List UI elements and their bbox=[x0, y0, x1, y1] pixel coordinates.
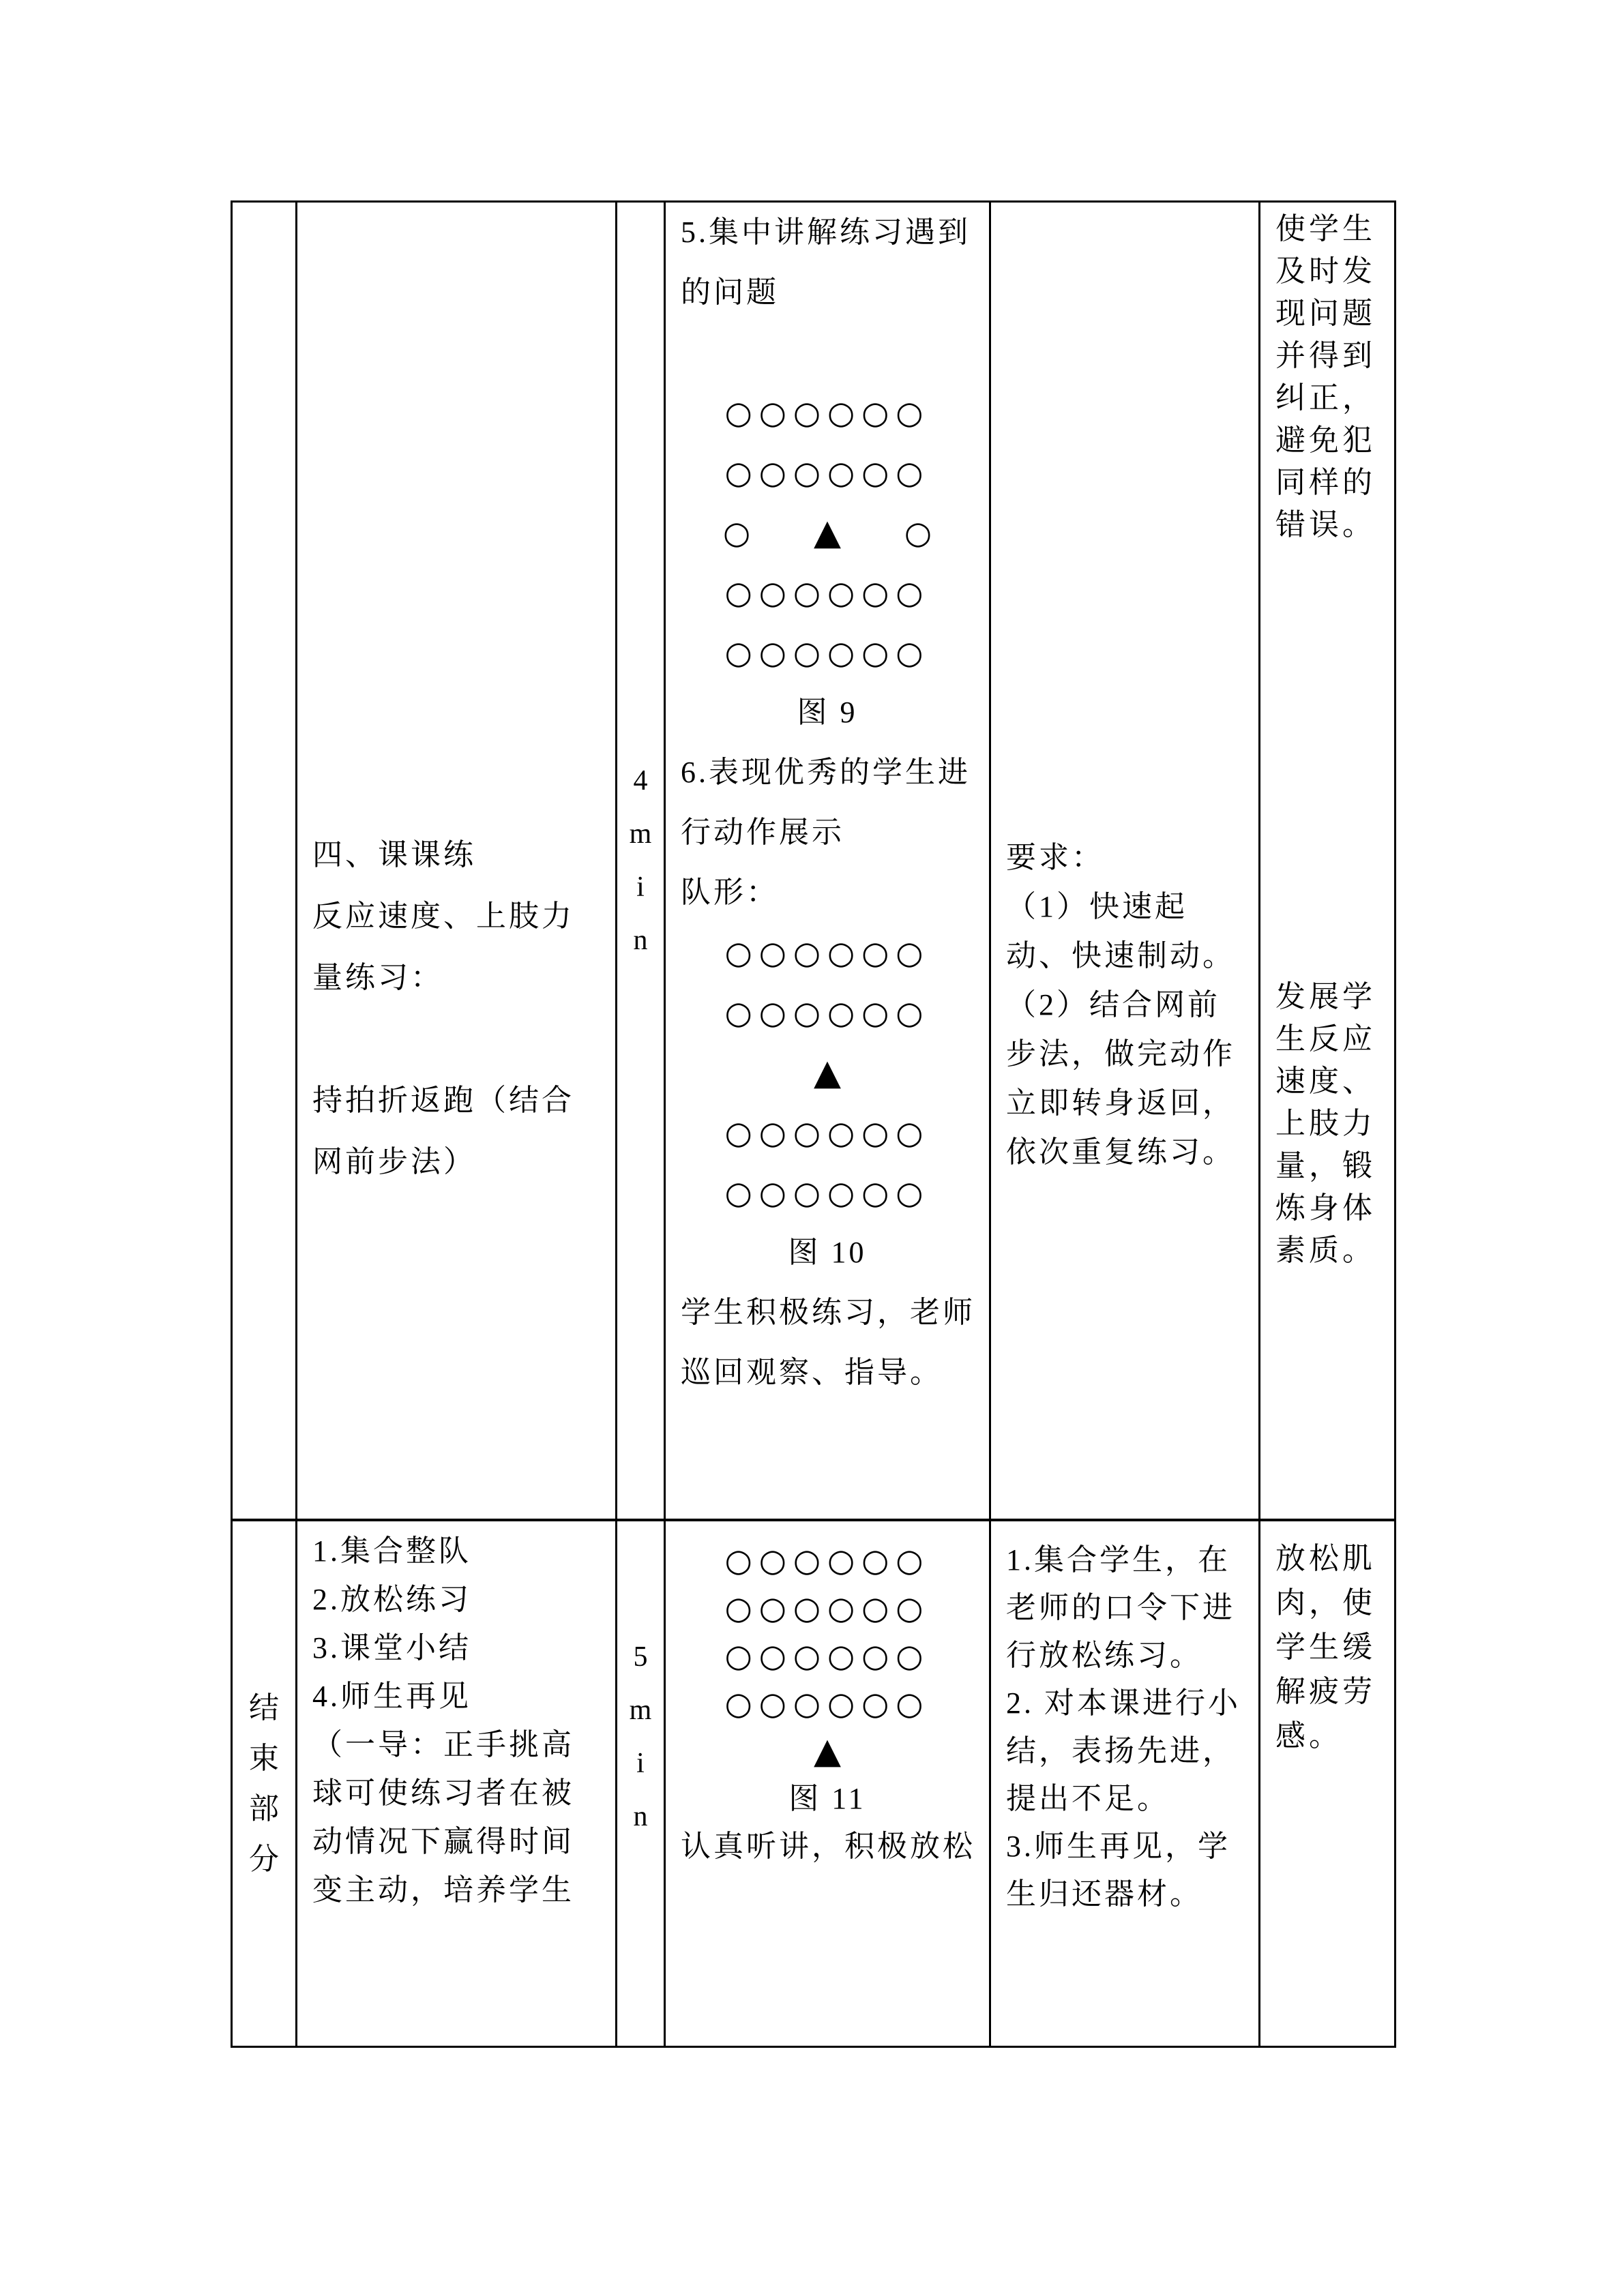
requirement-line: （1）快速起 bbox=[1006, 890, 1187, 923]
lesson-plan-table bbox=[231, 200, 1396, 2048]
figure-caption: 图 9 bbox=[797, 696, 858, 729]
formation-row: ○○○○○○ bbox=[724, 454, 930, 491]
content-line: 4.师生再见 bbox=[312, 1680, 471, 1713]
org-text-line: 认真听讲，积极放松 bbox=[681, 1830, 975, 1863]
requirement-line: 生归还器材。 bbox=[1006, 1877, 1202, 1911]
purpose-line: 及时发 bbox=[1275, 254, 1376, 288]
cell-row2-requirements bbox=[991, 1521, 1258, 2046]
content-line: （一导：正手挑高 bbox=[312, 1728, 574, 1761]
teacher-triangle-icon: ▲ bbox=[814, 1052, 841, 1093]
time-char: n bbox=[633, 925, 648, 956]
time-char: m bbox=[629, 818, 652, 850]
purpose-line: 发展学 bbox=[1275, 980, 1376, 1013]
cell-row1-stage-label bbox=[233, 203, 295, 1519]
purpose-line: 避免犯 bbox=[1275, 423, 1376, 457]
cell-row1-organization bbox=[666, 203, 989, 1519]
purpose-line: 使学生 bbox=[1275, 212, 1376, 245]
content-line: 网前步法） bbox=[312, 1145, 476, 1178]
purpose-line: 量，锻 bbox=[1275, 1149, 1376, 1182]
figure-caption: 图 10 bbox=[788, 1236, 867, 1269]
purpose-line: 错误。 bbox=[1275, 508, 1376, 541]
org-spacer bbox=[666, 323, 989, 383]
stage-label-char: 部 bbox=[249, 1791, 279, 1825]
formation-row-with-teacher bbox=[723, 503, 932, 563]
cell-row2-organization bbox=[666, 1521, 989, 2046]
org-text-line: 巡回观察、指导。 bbox=[681, 1356, 943, 1389]
purpose-line: 学生缓 bbox=[1275, 1630, 1376, 1664]
time-char: i bbox=[636, 871, 645, 903]
formation-row: ○○○○○○ bbox=[724, 634, 930, 671]
org-text-line: 行动作展示 bbox=[681, 816, 844, 849]
org-text-line: 的问题 bbox=[681, 275, 779, 309]
content-line: 球可使练习者在被 bbox=[312, 1776, 574, 1810]
formation-row: ○○○○○○ bbox=[724, 934, 930, 971]
stage-label-char: 结 bbox=[249, 1690, 279, 1725]
requirement-line: 动、快速制动。 bbox=[1006, 939, 1235, 972]
content-line: 反应速度、上肢力 bbox=[312, 899, 574, 933]
cell-row2-purpose bbox=[1260, 1521, 1394, 2046]
content-line-spacer bbox=[297, 1009, 615, 1070]
formation-row: ○○○○○○ bbox=[724, 574, 930, 611]
content-line: 3.课堂小结 bbox=[312, 1631, 471, 1665]
requirement-line: 老师的口令下进 bbox=[1006, 1591, 1235, 1624]
formation-row: ○○○○○○ bbox=[724, 394, 930, 431]
formation-row: ○○○○○○ bbox=[724, 1542, 930, 1579]
content-line: 持拍折返跑（结合 bbox=[312, 1084, 574, 1117]
student-circle-icon: ○ bbox=[723, 514, 751, 551]
requirement-line: 要求： bbox=[1006, 841, 1104, 874]
teacher-triangle-icon: ▲ bbox=[814, 512, 841, 553]
requirement-line: 提出不足。 bbox=[1006, 1782, 1170, 1815]
stage-label-char: 束 bbox=[249, 1741, 279, 1775]
purpose-line: 现问题 bbox=[1275, 297, 1376, 330]
requirement-line: 行放松练习。 bbox=[1006, 1639, 1202, 1672]
org-text-line: 5.集中讲解练习遇到 bbox=[681, 215, 971, 249]
cell-row1-purpose bbox=[1260, 203, 1394, 1519]
cell-row2-time bbox=[617, 1521, 664, 2046]
requirement-line: 依次重复练习。 bbox=[1006, 1135, 1235, 1169]
content-line: 动情况下赢得时间 bbox=[312, 1825, 574, 1858]
cell-row1-time bbox=[617, 203, 664, 1519]
requirement-line: 3.师生再见，学 bbox=[1006, 1830, 1230, 1863]
purpose-line: 速度、 bbox=[1275, 1064, 1376, 1098]
purpose-line: 炼身体 bbox=[1275, 1191, 1376, 1225]
formation-row: ○○○○○○ bbox=[724, 1637, 930, 1674]
requirement-line: 2. 对本课进行小 bbox=[1006, 1686, 1241, 1720]
purpose-line: 纠正， bbox=[1275, 381, 1376, 415]
time-char: i bbox=[636, 1748, 645, 1779]
cell-row1-content bbox=[297, 203, 615, 1519]
teacher-triangle-icon: ▲ bbox=[814, 1731, 841, 1772]
cell-row1-requirements bbox=[991, 203, 1258, 1519]
formation-row: ○○○○○○ bbox=[724, 1590, 930, 1626]
student-circle-icon: ○ bbox=[904, 514, 932, 551]
content-line: 四、课课练 bbox=[312, 838, 476, 871]
formation-row: ○○○○○○ bbox=[724, 994, 930, 1031]
purpose-line: 感。 bbox=[1275, 1719, 1342, 1753]
org-text-line: 6.表现优秀的学生进 bbox=[681, 756, 971, 789]
org-text-line: 队形： bbox=[681, 876, 779, 909]
purpose-line: 生反应 bbox=[1275, 1022, 1376, 1056]
time-char: n bbox=[633, 1801, 648, 1832]
time-char: 4 bbox=[633, 765, 648, 796]
content-line: 1.集合整队 bbox=[312, 1534, 471, 1568]
figure-caption: 图 11 bbox=[788, 1782, 866, 1815]
purpose-line: 素质。 bbox=[1275, 1234, 1376, 1267]
purpose-line: 放松肌 bbox=[1275, 1542, 1376, 1575]
requirement-line: 结，表扬先进， bbox=[1006, 1734, 1235, 1768]
content-line: 2.放松练习 bbox=[312, 1583, 471, 1616]
content-line: 变主动，培养学生 bbox=[312, 1873, 574, 1907]
content-line: 量练习： bbox=[312, 961, 443, 994]
purpose-line: 肉，使 bbox=[1275, 1586, 1376, 1620]
time-char: 5 bbox=[633, 1641, 648, 1673]
purpose-line: 上肢力 bbox=[1275, 1107, 1376, 1140]
requirement-line: 步法，做完动作 bbox=[1006, 1037, 1235, 1071]
purpose-line: 解疲劳 bbox=[1275, 1675, 1376, 1708]
cell-row2-content bbox=[297, 1521, 615, 2046]
requirement-line: 1.集合学生，在 bbox=[1006, 1543, 1230, 1577]
time-char: m bbox=[629, 1695, 652, 1726]
purpose-line: 同样的 bbox=[1275, 466, 1376, 499]
purpose-line: 并得到 bbox=[1275, 339, 1376, 372]
stage-label-char: 分 bbox=[249, 1842, 279, 1876]
formation-row: ○○○○○○ bbox=[724, 1685, 930, 1722]
formation-row: ○○○○○○ bbox=[724, 1174, 930, 1211]
requirement-line: 立即转身返回， bbox=[1006, 1086, 1235, 1120]
cell-row2-stage-label bbox=[233, 1521, 295, 2046]
requirement-line: （2）结合网前 bbox=[1006, 988, 1220, 1022]
formation-row: ○○○○○○ bbox=[724, 1114, 930, 1151]
org-text-line: 学生积极练习，老师 bbox=[681, 1296, 975, 1329]
